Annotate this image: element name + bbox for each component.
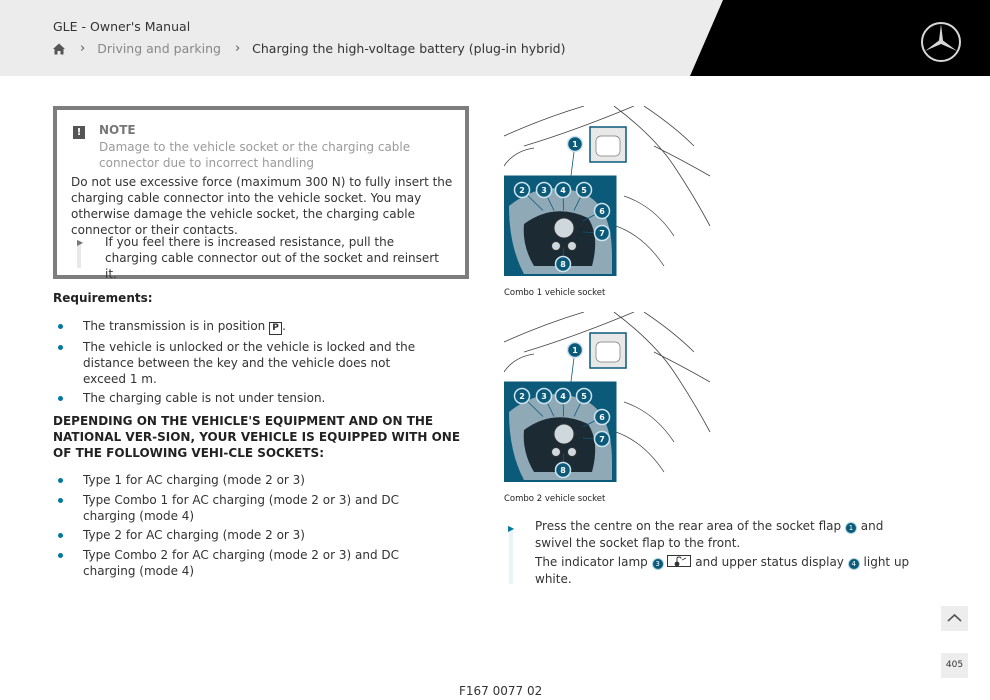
note-subheading: Damage to the vehicle socket or the charging cable connector due to incorrect handling	[99, 140, 411, 170]
list-item: Type 2 for AC charging (mode 2 or 3)	[53, 527, 433, 543]
list-item: The charging cable is not under tension.	[53, 390, 433, 406]
callout-number: 3	[541, 186, 547, 195]
step-arrow-icon: ▶	[77, 238, 84, 247]
combo1-socket-illustration	[504, 106, 714, 276]
exclamation-icon: !	[73, 126, 85, 139]
breadcrumb-link-driving[interactable]: Driving and parking	[97, 41, 221, 56]
socket-dc-pin	[568, 242, 577, 251]
socket-types-list	[53, 472, 433, 582]
note-heading: NOTE	[99, 123, 136, 137]
note-body: Do not use excessive force (maximum 300 N) to fully insert the charging cable connector into the vehicle socket. You may otherwise damage the vehicle socket, the charging cable connector or their contacts.	[71, 175, 453, 237]
socket-dc-pin	[568, 448, 577, 457]
park-position-badge: P	[269, 322, 282, 335]
page-number-button[interactable]: 405	[941, 653, 968, 678]
mercedes-star-logo[interactable]	[920, 21, 962, 63]
callout-number: 3	[541, 392, 547, 401]
manual-title: GLE - Owner's Manual	[53, 19, 191, 34]
socket-dc-pin	[552, 448, 561, 457]
list-item: The vehicle is unlocked or the vehicle is locked and the distance between the key and the vehicle does not exceed 1 m.	[53, 339, 433, 387]
callout-number: 7	[599, 435, 605, 444]
breadcrumb	[52, 41, 566, 56]
callout-number: 7	[599, 229, 605, 238]
callout-number: 2	[519, 392, 525, 401]
callout-number: 8	[560, 466, 566, 475]
socket-flap	[596, 342, 620, 362]
note-step-text: If you feel there is increased resistance, pull the charging cable connector out of the socket and reinsert it.	[105, 235, 439, 281]
chevron-up-icon	[941, 606, 968, 631]
list-item: Type Combo 2 for AC charging (mode 2 or 3) and DC charging (mode 4)	[53, 547, 433, 579]
chevron-right-icon: ›	[80, 41, 86, 56]
figure-code: F167 0077 02	[459, 684, 543, 698]
step-arrow-icon: ▶	[508, 524, 515, 533]
callout-number: 8	[560, 260, 566, 269]
callout-number: 6	[599, 413, 605, 422]
vehicle-outline	[616, 402, 674, 472]
equipment-title: DEPENDING ON THE VEHICLE'S EQUIPMENT AND ON THE NATIONAL VER-SION, YOUR VEHICLE IS EQUIPPED WITH ONE OF THE FOLLOWING VEHI-CLE SOCKETS:	[53, 414, 461, 460]
callout-badge: 4	[848, 558, 860, 570]
requirements-title: Requirements:	[53, 291, 153, 305]
breadcrumb-current: Charging the high-voltage battery (plug-in hybrid)	[252, 41, 566, 56]
vehicle-outline	[616, 196, 674, 266]
socket-ac-part	[554, 218, 574, 238]
figure-caption: Combo 1 vehicle socket	[504, 288, 606, 298]
instruction-result: The indicator lamp 3 and upper status display 4 light up white.	[535, 555, 910, 586]
list-item: The transmission is in position P .	[53, 318, 433, 335]
list-item: Type Combo 1 for AC charging (mode 2 or 3) and DC charging (mode 4)	[53, 492, 433, 524]
requirements-list	[53, 318, 433, 410]
callout-badge: 3	[652, 558, 664, 570]
callout-number: 4	[560, 186, 566, 195]
callout-number: 1	[572, 346, 578, 355]
unlock-lamp-icon	[667, 555, 691, 567]
note-box	[53, 106, 469, 279]
scroll-to-top-button[interactable]	[941, 606, 968, 631]
callout-number: 2	[519, 186, 525, 195]
callout-number: 5	[581, 392, 587, 401]
socket-ac-part	[554, 424, 574, 444]
list-item: Type 1 for AC charging (mode 2 or 3)	[53, 472, 433, 488]
socket-flap	[596, 136, 620, 156]
callout-badge: 1	[845, 522, 857, 534]
callout-number: 1	[572, 140, 578, 149]
chevron-right-icon: ›	[234, 41, 241, 56]
instruction-text: Press the centre on the rear area of the socket flap 1 and swivel the socket flap to the front.	[535, 519, 884, 550]
callout-number: 6	[599, 207, 605, 216]
socket-dc-pin	[552, 242, 561, 251]
combo2-socket-illustration	[504, 312, 714, 482]
figure-caption: Combo 2 vehicle socket	[504, 494, 606, 504]
home-icon[interactable]	[52, 42, 66, 56]
callout-number: 5	[581, 186, 587, 195]
callout-number: 4	[560, 392, 566, 401]
